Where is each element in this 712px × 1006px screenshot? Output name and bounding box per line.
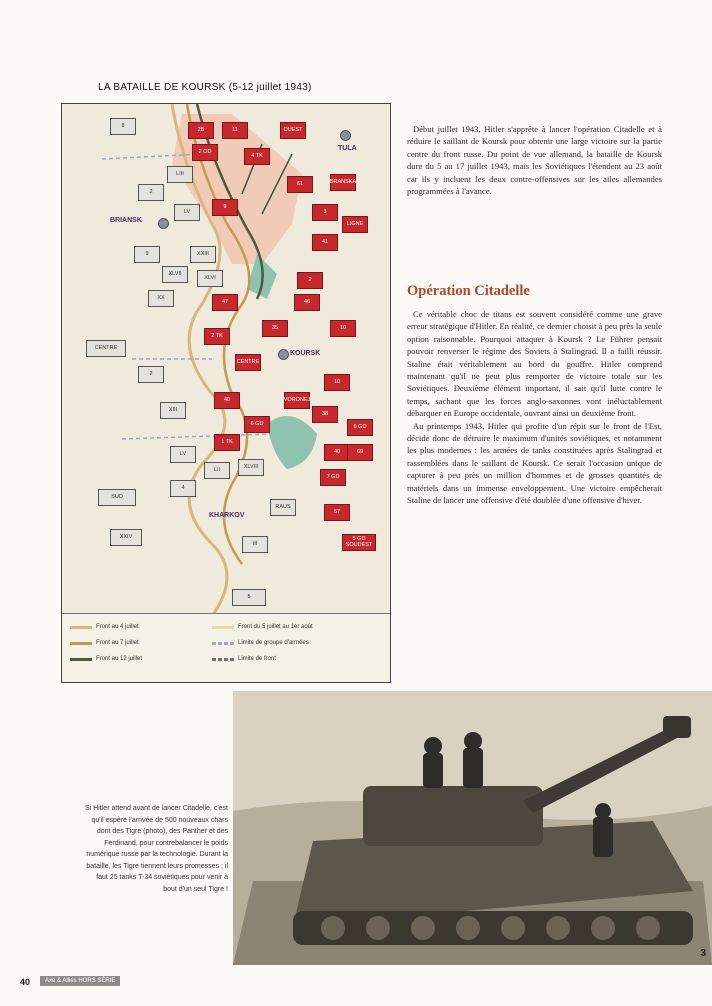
german-unit: CENTRE (235, 354, 261, 371)
legend-swatch (212, 626, 234, 629)
magazine-tag: Axe & Alliés HORS SÉRIE (40, 976, 120, 986)
soviet-unit: 9 (134, 246, 160, 263)
german-unit: 61 (287, 176, 313, 193)
city-marker (340, 130, 351, 141)
legend-swatch (70, 626, 92, 629)
german-unit: 57 (324, 504, 350, 521)
german-unit: 41 (312, 234, 338, 251)
body-paragraph: Ce véritable choc de titans est souvent considéré comme une grave erreur stratégique d'Hitler. En réalité, ce dernier choisit à peu près la seule option raisonnable. Pourquoi attaquer à Koursk ? Le Führer pensait pouvoir renverser le régime des Soviets à Stalingrad. Il a failli réussir. Staline était véritablement au bord du gouffre. Hitler comprend maintenant qu'il ne peut plus remporter de victoire totale sur les Soviétiques. Deuxième élément important, il sait qu'il lutte contre le temps, sachant que les forces anglo-saxonnes vont inéluctablement débarquer en Europe occidentale, ouvrant ainsi un deuxième front. (407, 309, 662, 419)
german-unit: 10 (324, 374, 350, 391)
german-unit: OUEST (280, 122, 306, 139)
soviet-unit: XLVI (197, 270, 223, 287)
soviet-unit: III (242, 536, 268, 553)
soviet-unit: SUD (98, 489, 136, 506)
city-label-koursk: KOURSK (290, 350, 321, 357)
soviet-unit: 2 (138, 366, 164, 383)
soviet-unit: XLVII (162, 266, 188, 283)
german-unit: 35 (262, 320, 288, 337)
soviet-unit: 2 (138, 184, 164, 201)
tank-illustration (233, 691, 712, 965)
soviet-unit: 5 (232, 589, 266, 606)
legend-label: Limite de front (238, 656, 277, 662)
city-marker (158, 218, 169, 229)
tiger-tank-photo (233, 691, 712, 965)
german-unit: 2 (297, 272, 323, 289)
soviet-unit: XXIII (190, 246, 216, 263)
german-unit: 69 (347, 444, 373, 461)
soviet-unit: XLVIII (238, 459, 264, 476)
soviet-unit: LIII (167, 166, 193, 183)
german-unit: 46 (294, 294, 320, 311)
german-unit: 9 (212, 199, 238, 216)
german-unit: 47 (212, 294, 238, 311)
kursk-battle-map (61, 103, 391, 683)
city-marker (278, 349, 289, 360)
legend-label: Front du 5 juillet au 1er août (238, 624, 313, 630)
soviet-unit: LV (174, 204, 200, 221)
legend-swatch (70, 658, 92, 661)
soviet-unit: LII (204, 462, 230, 479)
soviet-unit: CENTRE (86, 340, 126, 357)
german-unit: 11 (222, 122, 248, 139)
german-unit: BRANSKA (330, 174, 356, 191)
legend-label: Front au 4 juillet (96, 624, 139, 630)
soviet-unit: XX (148, 290, 174, 307)
german-unit: LIGNE (342, 216, 368, 233)
soviet-unit: RAUS (270, 499, 296, 516)
legend-label: Front au 12 juillet (96, 656, 143, 662)
soviet-unit: LV (170, 446, 196, 463)
soviet-unit: XXIV (110, 529, 142, 546)
german-unit: 4 TK (244, 148, 270, 165)
german-unit: VORONEJ (284, 392, 310, 409)
map-legend (62, 613, 390, 682)
city-label-briansk: BRIANSK (110, 217, 142, 224)
german-unit: 40 (324, 444, 350, 461)
intro-paragraph: Début juillet 1943, Hitler s'apprête à lancer l'opération Citadelle et à réduire le saillant de Koursk pour obtenir une large victoire sur la partie centre du front russe. Du point de vue allemand, la bataille de Koursk dure du 5 au 17 juillet 1943, mais les Soviétiques l'étendent au 23 août car ils y incluent les deux contre-offensives sur les ailes allemandes programmées à l'avance. (407, 124, 662, 197)
german-unit: 6 GD (244, 416, 270, 433)
german-unit: 2B (188, 122, 214, 139)
legend-label: Limite de groupe d'armées (238, 640, 309, 646)
german-unit: 10 (330, 320, 356, 337)
soviet-unit: 8 (110, 118, 136, 135)
german-unit: 2 TK (204, 328, 230, 345)
german-unit: 6 GD (347, 419, 373, 436)
legend-label: Front au 7 juillet (96, 640, 139, 646)
german-unit: 1 TK (214, 434, 240, 451)
photo-caption: Si Hitler attend avant de lancer Citadelle, c'est qu'il espère l'arrivée de 500 nouveaux chars dont des Tigre (photo), des Panther et des Ferdinand, pour contrebalancer le poids numérique russe par la technologie. Durant la bataille, les Tigre tiennent leurs promesses ; il faut 25 tanks T-34 soviétiques pour venir à bout d'un seul Tigre ! (85, 805, 228, 893)
legend-swatch (70, 642, 92, 645)
city-label-kharkov: KHARKOV (209, 512, 245, 519)
photo-number: 3 (700, 948, 706, 959)
german-unit: 3 (312, 204, 338, 221)
body-paragraph: Au printemps 1943, Hitler qui profite d'un répit sur le front de l'Est, décide donc de détruire le maximum d'unités soviétiques, et notamment les plus modernes : les armées de tanks constituées après Stalingrad et rassemblées dans le saillant de Koursk. Ce serait l'occasion unique de capturer à peu près un million d'hommes et de grosses quantités de matériels dans un immense enveloppement. Une victoire empêcherait Staline de lancer une offensive d'été doublée d'une offensive d'hiver. (407, 420, 662, 506)
page-number: 40 (20, 977, 31, 987)
legend-swatch (212, 658, 234, 661)
german-unit: 5 GD SOUDEST (342, 534, 376, 551)
city-label-tula: TULA (338, 145, 357, 152)
map-title: LA BATAILLE DE KOURSK (5-12 juillet 1943) (98, 82, 312, 93)
article-body (407, 308, 662, 507)
section-heading: Opération Citadelle (407, 283, 530, 299)
soviet-unit: 4 (170, 480, 196, 497)
soviet-unit: XIII (160, 402, 186, 419)
legend-swatch (212, 642, 234, 645)
german-unit: 40 (214, 392, 240, 409)
german-unit: 2 OD (192, 144, 218, 161)
article-intro (407, 123, 662, 197)
german-unit: 38 (312, 406, 338, 423)
german-unit: 7 GD (320, 469, 346, 486)
